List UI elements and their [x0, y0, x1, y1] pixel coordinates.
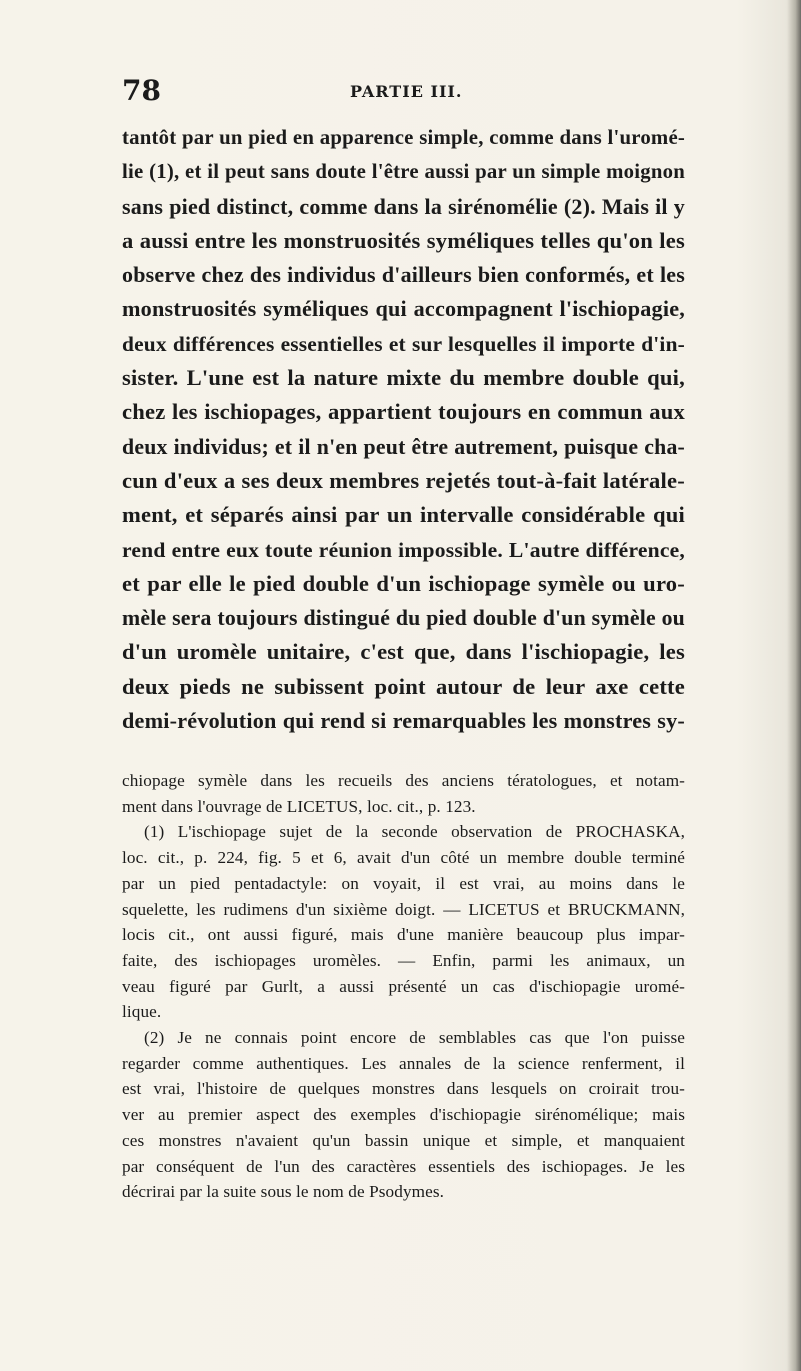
text-line: rend entre eux toute réunion impossible. L'autre différence,: [122, 537, 685, 562]
footnotes: [122, 768, 685, 1205]
text-line: monstruosités syméliques qui accompagnent l'ischiopagie,: [122, 296, 685, 322]
text-line: mèle sera toujours distingué du pied double d'un symèle ou: [122, 606, 685, 631]
footnote-line: est vrai, l'histoire de quelques monstres dans lesquels on croirait trou-: [122, 1079, 685, 1099]
text-line: et par elle le pied double d'un ischiopage symèle ou uro-: [122, 570, 685, 596]
text-line: observe chez des individus d'ailleurs bien conformés, et les: [122, 262, 685, 288]
footnote-line: veau figuré par Gurlt, a aussi présenté un cas d'ischiopagie uromé-: [122, 976, 685, 996]
text-line: ment, et séparés ainsi par un intervalle considérable qui: [122, 502, 685, 528]
footnote-line: loc. cit., p. 224, fig. 5 et 6, avait d'un côté un membre double terminé: [122, 848, 685, 868]
text-line: tantôt par un pied en apparence simple, comme dans l'uromé-: [122, 126, 685, 149]
page-header: [122, 74, 682, 118]
text-line: deux individus; et il n'en peut être autrement, puisque cha-: [122, 434, 685, 459]
footnote-line: chiopage symèle dans les recueils des anciens tératologues, et notam-: [122, 771, 685, 790]
footnote-line: ces monstres n'avaient qu'un bassin unique et simple, et manquaient: [122, 1130, 685, 1150]
footnote-line: faite, des ischiopages uromèles. — Enfin, parmi les animaux, un: [122, 950, 685, 970]
footnote-line: ment dans l'ouvrage de LICETUS, loc. cit., p. 123.: [122, 796, 476, 816]
text-line: d'un uromèle unitaire, c'est que, dans l'ischiopagie, les: [122, 639, 685, 665]
footnote-line: regarder comme authentiques. Les annales de la science renferment, il: [122, 1053, 685, 1073]
main-paragraph: [122, 121, 685, 738]
footnote-line: lique.: [122, 1002, 162, 1022]
footnote-line: (1) L'ischiopage sujet de la seconde observation de PROCHASKA,: [144, 822, 685, 842]
text-line: a aussi entre les monstruosités syméliques telles qu'on les: [122, 227, 685, 253]
footnote-line: locis cit., ont aussi figuré, mais d'une manière beaucoup plus impar-: [122, 925, 685, 945]
footnote-line: (2) Je ne connais point encore de semblables cas que l'on puisse: [144, 1028, 685, 1048]
text-line: cun d'eux a ses deux membres rejetés tout-à-fait latérale-: [122, 467, 685, 493]
text-line: sans pied distinct, comme dans la sirénomélie (2). Mais il y: [122, 193, 685, 219]
text-line: chez les ischiopages, appartient toujours en commun aux: [122, 399, 685, 425]
page-edge-shadow: [787, 0, 801, 1371]
text-line: sister. L'une est la nature mixte du membre double qui,: [122, 365, 685, 391]
footnote-line: par conséquent de l'un des caractères essentiels des ischiopages. Je les: [122, 1156, 685, 1176]
text-line: deux différences essentielles et sur lesquelles il importe d'in-: [122, 331, 685, 356]
footnote-line: squelette, les rudimens d'un sixième doigt. — LICETUS et BRUCKMANN,: [122, 899, 685, 919]
text-line: demi-révolution qui rend si remarquables les monstres sy-: [122, 708, 685, 734]
running-head: PARTIE III.: [350, 82, 463, 101]
footnote-line: par un pied pentadactyle: on voyait, il est vrai, au moins dans le: [122, 873, 685, 893]
footnote-line: ver au premier aspect des exemples d'ischiopagie sirénomélique; mais: [122, 1105, 685, 1125]
page-number: 78: [122, 74, 161, 107]
text-line: deux pieds ne subissent point autour de leur axe cette: [122, 673, 685, 699]
footnote-line: décrirai par la suite sous le nom de Psodymes.: [122, 1182, 445, 1202]
text-line: lie (1), et il peut sans doute l'être aussi par un simple moignon: [122, 160, 685, 184]
